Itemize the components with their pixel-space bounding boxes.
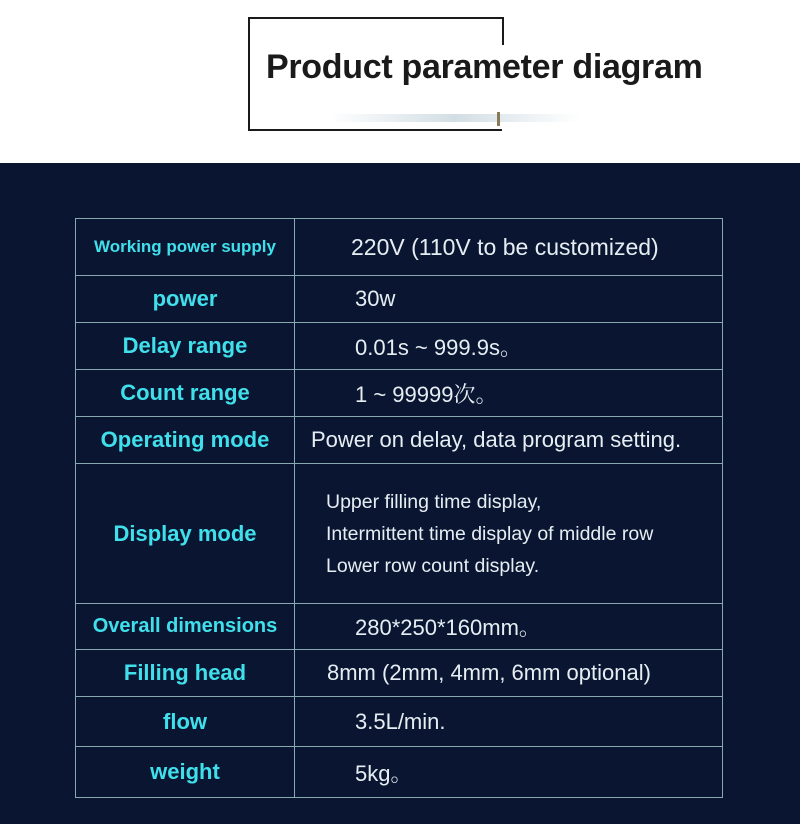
- table-row: [76, 604, 723, 650]
- table-row: [76, 747, 723, 798]
- table-row: [76, 323, 723, 370]
- table-row: [76, 650, 723, 697]
- param-value: 5kg。: [295, 747, 723, 798]
- table-row: [76, 464, 723, 604]
- param-value: 280*250*160mm。: [295, 604, 723, 650]
- table-row: [76, 697, 723, 747]
- header: [0, 0, 800, 163]
- param-label: Delay range: [76, 323, 295, 370]
- param-value: Power on delay, data program setting.: [295, 417, 723, 464]
- param-value-line: Intermittent time display of middle row: [326, 522, 654, 545]
- page-title: Product parameter diagram: [266, 48, 703, 86]
- param-value: 30w: [295, 276, 723, 323]
- table-row: [76, 417, 723, 464]
- table-row: [76, 276, 723, 323]
- param-label: power: [76, 276, 295, 323]
- param-value: [295, 464, 723, 604]
- param-value: 3.5L/min.: [295, 697, 723, 747]
- parameter-table: [75, 218, 723, 798]
- param-label: weight: [76, 747, 295, 798]
- table-row: [76, 219, 723, 276]
- param-value: 0.01s ~ 999.9s。: [295, 323, 723, 370]
- param-label: Count range: [76, 370, 295, 417]
- param-value-line: Upper filling time display,: [326, 490, 542, 513]
- param-value: 220V (110V to be customized): [295, 219, 723, 276]
- param-label: Working power supply: [76, 219, 295, 276]
- param-label: Filling head: [76, 650, 295, 697]
- param-value: 1 ~ 99999次。: [295, 370, 723, 417]
- param-label: flow: [76, 697, 295, 747]
- param-label: Display mode: [76, 464, 295, 604]
- table-row: [76, 370, 723, 417]
- param-value-line: Lower row count display.: [326, 554, 540, 577]
- param-label: Overall dimensions: [76, 604, 295, 650]
- param-value: 8mm (2mm, 4mm, 6mm optional): [295, 650, 723, 697]
- title-frame-tick: [497, 112, 500, 126]
- param-label: Operating mode: [76, 417, 295, 464]
